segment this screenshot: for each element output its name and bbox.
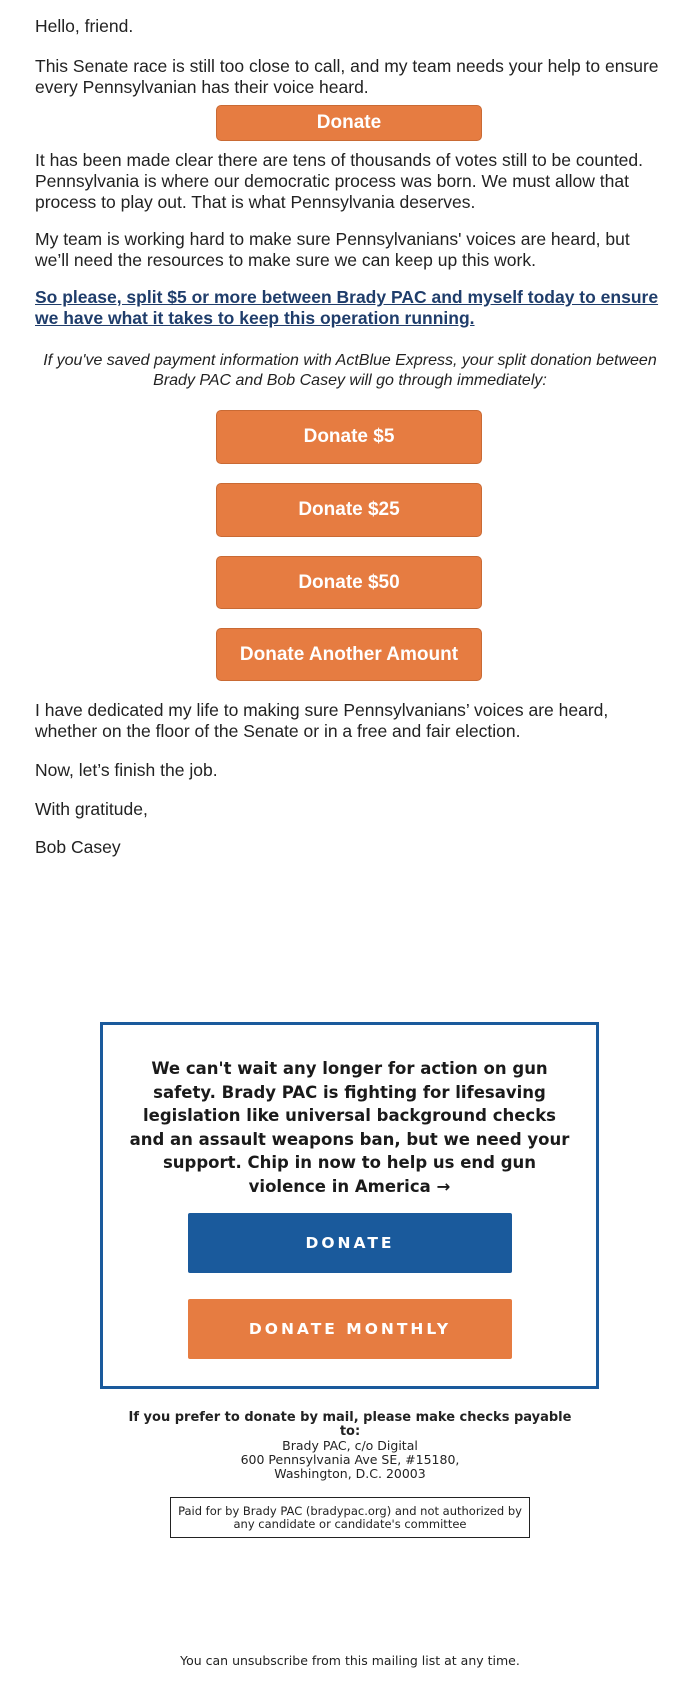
mail-heading: If you prefer to donate by mail, please make checks payable to:: [128, 1410, 572, 1439]
donate-50-button[interactable]: Donate $50: [216, 556, 482, 609]
team-paragraph: My team is working hard to make sure Pennsylvanians' voices are heard, but we’ll need the resources to make sure we can keep up this work.: [35, 229, 630, 270]
donate-25-button[interactable]: Donate $25: [216, 483, 482, 537]
unsubscribe-text[interactable]: You can unsubscribe from this mailing list at any time.: [180, 1653, 520, 1668]
donate-another-amount-button[interactable]: Donate Another Amount: [216, 628, 482, 681]
donate-5-button[interactable]: Donate $5: [216, 410, 482, 464]
split-donation-link[interactable]: So please, split $5 or more between Brady PAC and myself today to ensure we have what it takes to keep this operation running.: [35, 287, 659, 328]
closing-text: With gratitude,: [35, 799, 148, 819]
paid-for-disclaimer: Paid for by Brady PAC (bradypac.org) and not authorized by any candidate or candidate's committee: [170, 1497, 530, 1538]
brady-donate-button[interactable]: DONATE: [188, 1213, 512, 1273]
brady-donate-monthly-button[interactable]: DONATE MONTHLY: [188, 1299, 512, 1359]
mail-donation-info: [120, 1411, 580, 1481]
actblue-express-note: If you've saved payment information with ActBlue Express, your split donation between Brady PAC and Bob Casey will go through immediately:: [43, 352, 657, 389]
finish-job-text: Now, let’s finish the job.: [35, 760, 218, 780]
donate-button[interactable]: Donate: [216, 105, 482, 141]
dedication-paragraph: I have dedicated my life to making sure Pennsylvanians’ voices are heard, whether on the floor of the Senate or in a free and fair election.: [35, 700, 609, 741]
brady-pac-box: [100, 1022, 599, 1389]
intro-paragraph: This Senate race is still too close to call, and my team needs your help to ensure every Pennsylvanian has their voice heard.: [35, 56, 659, 97]
brady-pac-message: We can't wait any longer for action on gun safety. Brady PAC is fighting for lifesaving legislation like universal background checks and an assault weapons ban, but we need your support. Chip in now to help us end gun violence in America →: [129, 1059, 570, 1196]
address-line-2: 600 Pennsylvania Ave SE, #15180,: [240, 1452, 460, 1467]
address-line-3: Washington, D.C. 20003: [274, 1466, 426, 1481]
greeting-text: Hello, friend.: [35, 16, 134, 36]
signature-text: Bob Casey: [35, 837, 121, 857]
votes-paragraph: It has been made clear there are tens of thousands of votes still to be counted. Pennsylvania is where our democratic process was born. We must allow that process to play out. That is what Pennsylvania deserves.: [35, 150, 644, 212]
address-line-1: Brady PAC, c/o Digital: [282, 1438, 418, 1453]
